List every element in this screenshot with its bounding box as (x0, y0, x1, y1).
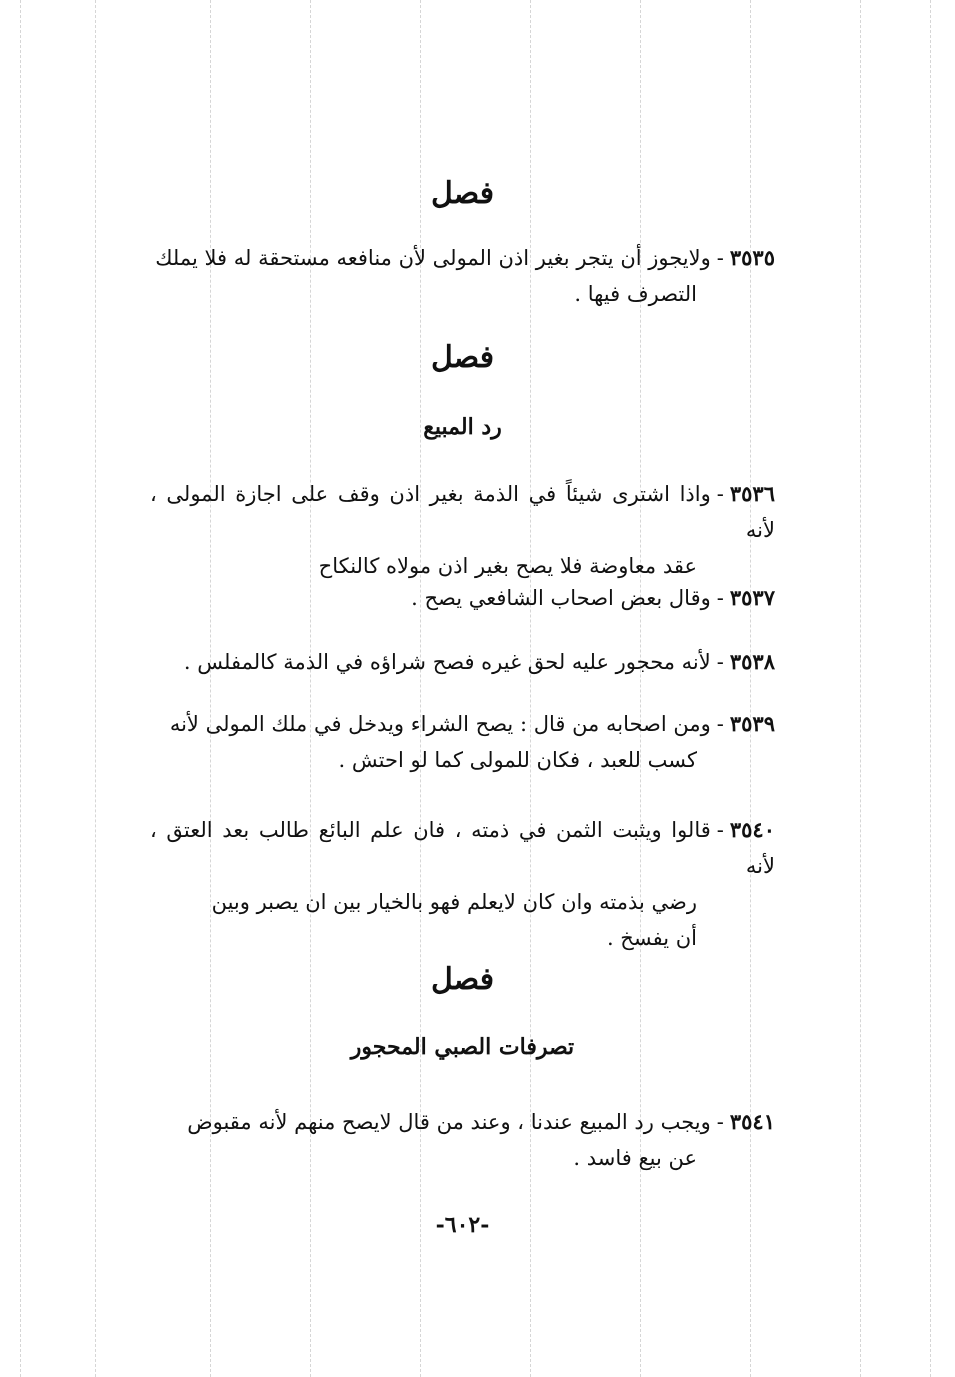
section-subheading (150, 414, 775, 440)
paragraph-dash: - (716, 818, 724, 842)
paragraph-number: ٣٥٣٧ (729, 585, 775, 610)
paragraph-line: لأنه محجور عليه لحق غيره فصح شراؤه في الذمة كالمفلس . (183, 650, 711, 674)
paragraph-3536 (150, 476, 775, 584)
paragraph-number: ٣٥٣٩ (729, 711, 775, 736)
section-subheading (150, 1034, 775, 1060)
paragraph-dash: - (716, 712, 724, 736)
paragraph-3535 (150, 240, 775, 312)
paragraph-number: ٣٥٣٦ (729, 481, 775, 506)
paragraph-line: عن بيع فاسد . (573, 1146, 697, 1170)
document-page (150, 0, 775, 1377)
paragraph-number: ٣٥٤٠ (729, 817, 775, 842)
paragraph-3541 (150, 1104, 775, 1176)
section-heading-text: فصل (430, 962, 495, 997)
paragraph-line: رضي بذمته وان كان لايعلم فهو بالخيار بين ان يصبر وبين (211, 890, 697, 914)
paragraph-number: ٣٥٣٨ (729, 649, 775, 674)
section-subheading-text: رد المبيع (423, 414, 502, 440)
section-heading-text: فصل (430, 340, 495, 375)
paragraph-line: ولايجوز أن يتجر بغير اذن المولى لأن منافعه مستحقة له فلا يملك (155, 246, 711, 270)
paragraph-dash: - (716, 482, 724, 506)
paragraph-line: قالوا ويثبت الثمن في ذمته ، فان علم البائع طالب بعد العتق ، لأنه (150, 818, 775, 878)
section-heading-text: فصل (430, 176, 495, 211)
paragraph-dash: - (716, 586, 724, 610)
paragraph-line: كسب للعبد ، فكان للمولى كما لو احتش . (338, 748, 697, 772)
paragraph-number: ٣٥٣٥ (729, 245, 775, 270)
page-number-text: ٦٠٢ (444, 1212, 481, 1238)
paragraph-dash: - (716, 1110, 724, 1134)
paragraph-line: واذا اشترى شيئاً في الذمة بغير اذن وقف على اجازة المولى ، لأنه (150, 482, 775, 542)
paragraph-3539 (150, 706, 775, 778)
paragraph-line: عقد معاوضة فلا يصح بغير اذن مولاه كالنكاح (318, 554, 697, 578)
paragraph-3537 (150, 580, 775, 616)
paragraph-number: ٣٥٤١ (729, 1109, 775, 1134)
paragraph-line: وقال بعض اصحاب الشافعي يصح . (411, 586, 711, 610)
paragraph-dash: - (716, 650, 724, 674)
page-number-dash: - (435, 1212, 445, 1238)
section-heading (150, 962, 775, 997)
paragraph-dash: - (716, 246, 724, 270)
section-heading (150, 340, 775, 375)
scan-guide-line (930, 0, 931, 1377)
scan-guide-line (95, 0, 96, 1377)
paragraph-line: ويجب رد المبيع عندنا ، وعند من قال لايصح منهم لأنه مقبوض (187, 1110, 711, 1134)
paragraph-line: ومن اصحابه من قال : يصح الشراء ويدخل في ملك المولى لأنه (169, 712, 711, 736)
paragraph-line: التصرف فيها . (574, 282, 697, 306)
section-heading (150, 176, 775, 211)
paragraph-3540 (150, 812, 775, 956)
section-subheading-text: تصرفات الصبي المحجور (350, 1034, 575, 1060)
page-number (150, 1212, 775, 1238)
scan-guide-line (860, 0, 861, 1377)
paragraph-3538 (150, 644, 775, 680)
page-number-dash: - (480, 1212, 490, 1238)
scan-guide-line (20, 0, 21, 1377)
paragraph-line: أن يفسخ . (606, 926, 697, 950)
